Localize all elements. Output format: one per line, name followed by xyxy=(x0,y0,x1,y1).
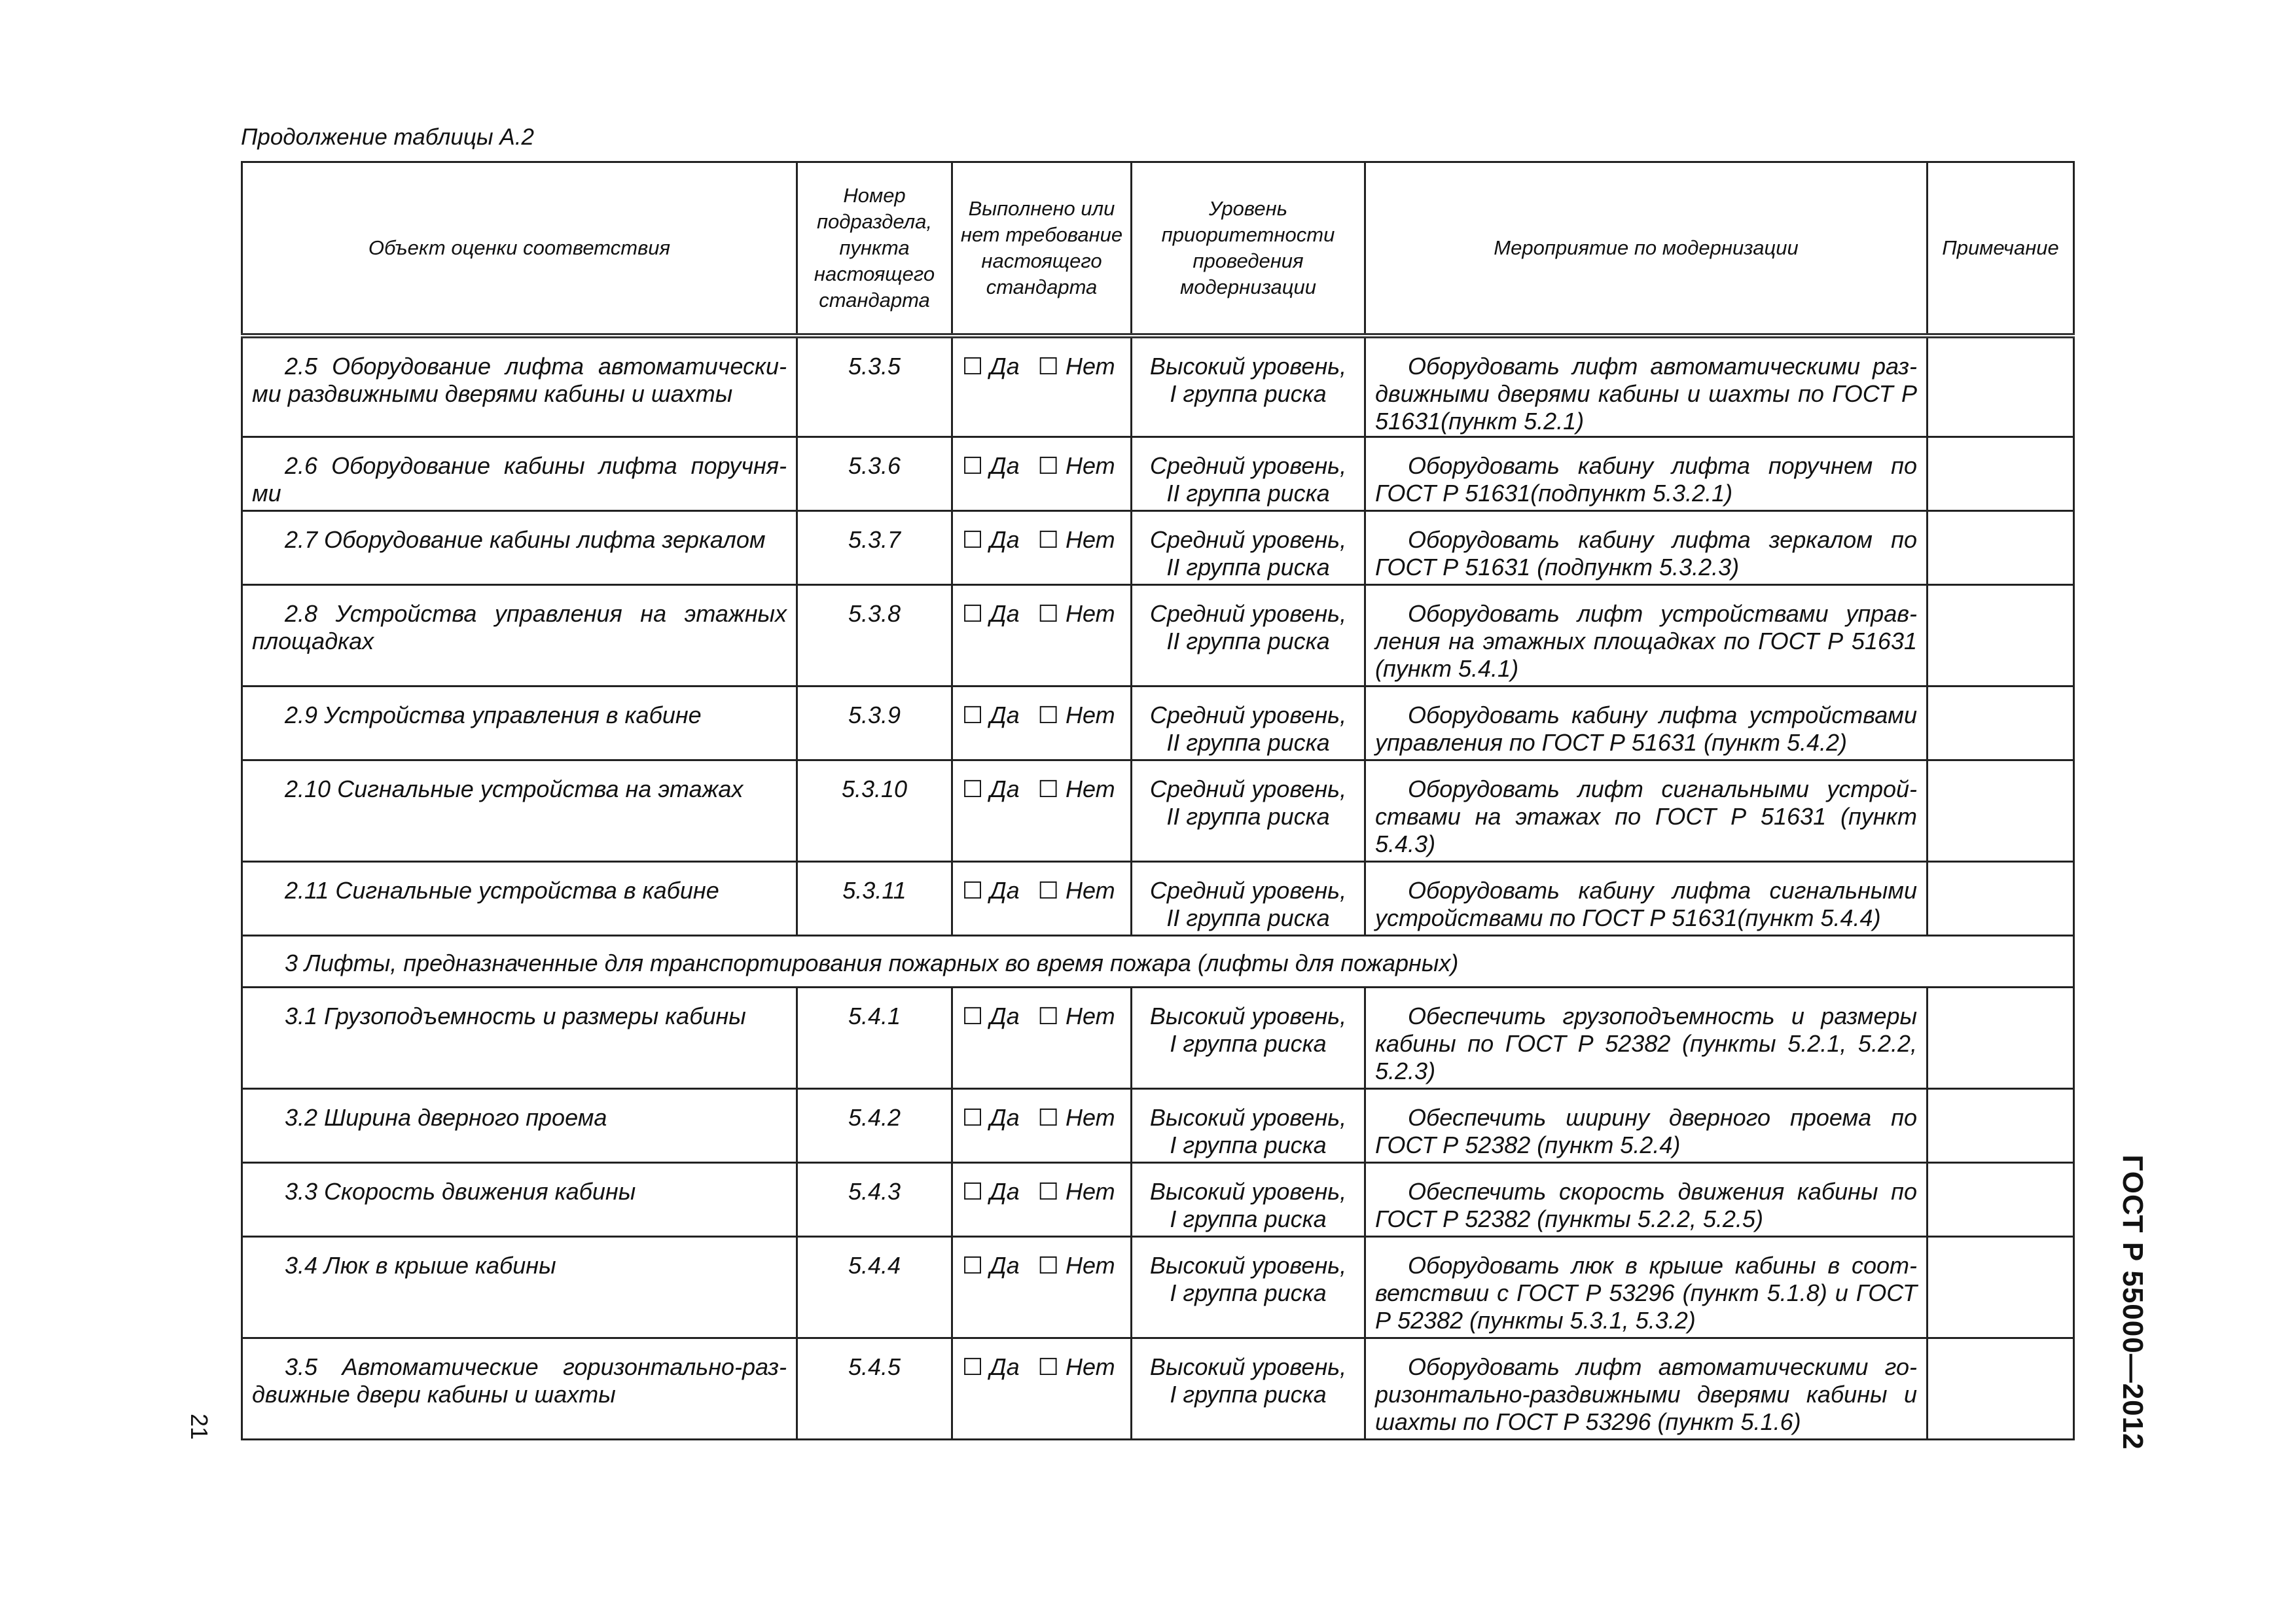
section-number-cell: 5.3.6 xyxy=(797,437,952,511)
checkbox-icon[interactable]: ☐ xyxy=(1037,1353,1059,1380)
no-label: Нет xyxy=(1065,877,1115,904)
no-option[interactable] xyxy=(1038,776,1115,802)
yes-label: Да xyxy=(990,352,1020,380)
fulfilled-cell xyxy=(952,1089,1132,1163)
yes-label: Да xyxy=(990,877,1020,904)
note-cell xyxy=(1928,862,2074,936)
measure-cell: Обеспечить грузоподъемность и размеры кабины по ГОСТ Р 52382 (пункты 5.2.1, 5.2.2, 5.2.3) xyxy=(1365,988,1928,1089)
no-label: Нет xyxy=(1065,452,1115,479)
section-number-cell: 5.3.9 xyxy=(797,687,952,760)
section-number-cell: 5.3.7 xyxy=(797,511,952,585)
section-number-cell: 5.3.8 xyxy=(797,585,952,687)
header-section-number: Номер подраздела, пункта настоящего стандарта xyxy=(797,162,952,336)
risk-group: I группа риска xyxy=(1170,1381,1327,1408)
risk-group: II группа риска xyxy=(1166,803,1330,830)
table-row xyxy=(242,760,2074,862)
measure-cell: Обеспечить ширину дверного проема по ГОСТ Р 52382 (пункт 5.2.4) xyxy=(1365,1089,1928,1163)
no-label: Нет xyxy=(1065,1104,1115,1131)
table-caption: Продолжение таблицы А.2 xyxy=(241,124,534,150)
priority-level: Средний уровень, xyxy=(1149,600,1347,627)
yes-label: Да xyxy=(990,1003,1020,1029)
no-label: Нет xyxy=(1065,702,1115,728)
priority-level: Средний уровень, xyxy=(1149,526,1347,553)
yes-label: Да xyxy=(990,1178,1020,1205)
priority-cell xyxy=(1132,511,1365,585)
risk-group: I группа риска xyxy=(1170,1205,1327,1232)
checkbox-icon[interactable]: ☐ xyxy=(962,1003,984,1029)
yes-option[interactable] xyxy=(962,526,1020,553)
yes-option[interactable] xyxy=(962,1178,1020,1205)
no-option[interactable] xyxy=(1038,1104,1115,1131)
modernization-table xyxy=(241,161,2075,1440)
checkbox-icon[interactable]: ☐ xyxy=(962,702,984,728)
measure-cell: Оборудовать лифт автоматическими раз-движными дверями кабины и шахты по ГОСТ Р 51631(пункт 5.2.1) xyxy=(1365,336,1928,437)
yes-label: Да xyxy=(990,600,1020,627)
risk-group: I группа риска xyxy=(1170,1132,1327,1158)
no-option[interactable] xyxy=(1038,1003,1115,1029)
table-row xyxy=(242,1089,2074,1163)
checkbox-icon[interactable]: ☐ xyxy=(962,1353,984,1380)
yes-option[interactable] xyxy=(962,1104,1020,1131)
priority-cell xyxy=(1132,687,1365,760)
header-fulfilled: Выполнено или нет требование настоящего стандарта xyxy=(952,162,1132,336)
fulfilled-cell xyxy=(952,988,1132,1089)
section-number-cell: 5.4.5 xyxy=(797,1338,952,1440)
checkbox-icon[interactable]: ☐ xyxy=(962,352,984,380)
header-measure: Мероприятие по модернизации xyxy=(1365,162,1928,336)
object-cell: 2.11 Сигнальные устройства в кабине xyxy=(242,862,797,936)
measure-cell: Оборудовать лифт автоматическими го-ризонтально-раздвижными дверями кабины и шахты по ГОСТ Р 53296 (пункт 5.1.6) xyxy=(1365,1338,1928,1440)
checkbox-icon[interactable]: ☐ xyxy=(1037,352,1059,380)
risk-group: I группа риска xyxy=(1170,380,1327,407)
priority-level: Средний уровень, xyxy=(1149,776,1347,802)
section-title: 3 Лифты, предназначенные для транспортирования пожарных во время пожара (лифты для пожарных) xyxy=(242,936,2074,988)
note-cell xyxy=(1928,1163,2074,1237)
no-label: Нет xyxy=(1065,352,1115,380)
object-cell: 3.4 Люк в крыше кабины xyxy=(242,1237,797,1338)
no-option[interactable] xyxy=(1038,526,1115,553)
yes-label: Да xyxy=(990,702,1020,728)
priority-level: Высокий уровень, xyxy=(1149,352,1347,380)
priority-cell xyxy=(1132,585,1365,687)
risk-group: II группа риска xyxy=(1166,628,1330,654)
object-cell: 2.7 Оборудование кабины лифта зеркалом xyxy=(242,511,797,585)
section-number-cell: 5.3.11 xyxy=(797,862,952,936)
checkbox-icon[interactable]: ☐ xyxy=(1037,1003,1059,1029)
object-cell: 3.3 Скорость движения кабины xyxy=(242,1163,797,1237)
object-cell: 2.9 Устройства управления в кабине xyxy=(242,687,797,760)
note-cell xyxy=(1928,336,2074,437)
fulfilled-cell xyxy=(952,862,1132,936)
priority-cell xyxy=(1132,1338,1365,1440)
measure-cell: Оборудовать кабину лифта устройствами управления по ГОСТ Р 51631 (пункт 5.4.2) xyxy=(1365,687,1928,760)
checkbox-icon[interactable]: ☐ xyxy=(962,526,984,553)
checkbox-icon[interactable]: ☐ xyxy=(1037,452,1059,479)
checkbox-icon[interactable]: ☐ xyxy=(1037,1178,1059,1205)
note-cell xyxy=(1928,437,2074,511)
no-option[interactable] xyxy=(1038,877,1115,904)
section-number-cell: 5.3.10 xyxy=(797,760,952,862)
priority-cell xyxy=(1132,1089,1365,1163)
section-number-cell: 5.4.3 xyxy=(797,1163,952,1237)
no-option[interactable] xyxy=(1038,1252,1115,1279)
fulfilled-cell xyxy=(952,336,1132,437)
priority-level: Высокий уровень, xyxy=(1149,1252,1347,1279)
checkbox-icon[interactable]: ☐ xyxy=(962,452,984,479)
fulfilled-cell xyxy=(952,511,1132,585)
yes-option[interactable] xyxy=(962,353,1020,380)
checkbox-icon[interactable]: ☐ xyxy=(1037,877,1059,904)
no-option[interactable] xyxy=(1038,702,1115,728)
yes-label: Да xyxy=(990,526,1020,553)
document-designation: ГОСТ Р 55000—2012 xyxy=(2117,1154,2149,1450)
fulfilled-cell xyxy=(952,437,1132,511)
risk-group: II группа риска xyxy=(1166,480,1330,507)
no-option[interactable] xyxy=(1038,452,1115,479)
table-row xyxy=(242,1237,2074,1338)
priority-level: Высокий уровень, xyxy=(1149,1353,1347,1380)
risk-group: II группа риска xyxy=(1166,729,1330,756)
risk-group: I группа риска xyxy=(1170,1279,1327,1306)
no-label: Нет xyxy=(1065,1003,1115,1029)
yes-option[interactable] xyxy=(962,877,1020,904)
no-label: Нет xyxy=(1065,526,1115,553)
priority-cell xyxy=(1132,1163,1365,1237)
object-cell: 3.2 Ширина дверного проема xyxy=(242,1089,797,1163)
header-note: Примечание xyxy=(1928,162,2074,336)
table-row xyxy=(242,585,2074,687)
table-row xyxy=(242,988,2074,1089)
yes-label: Да xyxy=(990,1252,1020,1279)
fulfilled-cell xyxy=(952,1163,1132,1237)
yes-label: Да xyxy=(990,776,1020,802)
object-cell: 2.10 Сигнальные устройства на этажах xyxy=(242,760,797,862)
fulfilled-cell xyxy=(952,1237,1132,1338)
table-row xyxy=(242,1163,2074,1237)
yes-option[interactable] xyxy=(962,452,1020,479)
fulfilled-cell xyxy=(952,585,1132,687)
yes-option[interactable] xyxy=(962,776,1020,802)
checkbox-icon[interactable]: ☐ xyxy=(962,1178,984,1205)
no-label: Нет xyxy=(1065,776,1115,802)
checkbox-icon[interactable]: ☐ xyxy=(1037,600,1059,627)
note-cell xyxy=(1928,1237,2074,1338)
no-label: Нет xyxy=(1065,1252,1115,1279)
table-row xyxy=(242,1338,2074,1440)
yes-option[interactable] xyxy=(962,1003,1020,1029)
section-number-cell: 5.4.4 xyxy=(797,1237,952,1338)
measure-cell: Обеспечить скорость движения кабины по ГОСТ Р 52382 (пункты 5.2.2, 5.2.5) xyxy=(1365,1163,1928,1237)
priority-cell xyxy=(1132,760,1365,862)
note-cell xyxy=(1928,1338,2074,1440)
measure-cell: Оборудовать кабину лифта сигнальными устройствами по ГОСТ Р 51631(пункт 5.4.4) xyxy=(1365,862,1928,936)
page-number: 21 xyxy=(186,1413,213,1440)
measure-cell: Оборудовать кабину лифта зеркалом по ГОСТ Р 51631 (подпункт 5.3.2.3) xyxy=(1365,511,1928,585)
note-cell xyxy=(1928,760,2074,862)
checkbox-icon[interactable]: ☐ xyxy=(962,1252,984,1279)
section-number-cell: 5.4.1 xyxy=(797,988,952,1089)
fulfilled-cell xyxy=(952,687,1132,760)
object-cell: 2.5 Оборудование лифта автоматически-ми раздвижными дверями кабины и шахты xyxy=(242,336,797,437)
note-cell xyxy=(1928,585,2074,687)
no-option[interactable] xyxy=(1038,1353,1115,1380)
note-cell xyxy=(1928,687,2074,760)
yes-option[interactable] xyxy=(962,1353,1020,1380)
priority-cell xyxy=(1132,336,1365,437)
table-row xyxy=(242,437,2074,511)
no-option[interactable] xyxy=(1038,1178,1115,1205)
checkbox-icon[interactable]: ☐ xyxy=(1037,1104,1059,1131)
priority-level: Средний уровень, xyxy=(1149,877,1347,904)
checkbox-icon[interactable]: ☐ xyxy=(962,1104,984,1131)
checkbox-icon[interactable]: ☐ xyxy=(962,877,984,904)
priority-level: Высокий уровень, xyxy=(1149,1104,1347,1131)
risk-group: I группа риска xyxy=(1170,1030,1327,1057)
yes-option[interactable] xyxy=(962,702,1020,728)
checkbox-icon[interactable]: ☐ xyxy=(1037,702,1059,728)
table-row xyxy=(242,511,2074,585)
no-label: Нет xyxy=(1065,600,1115,627)
table-row xyxy=(242,862,2074,936)
priority-level: Высокий уровень, xyxy=(1149,1178,1347,1205)
object-cell: 2.8 Устройства управления на этажных площадках xyxy=(242,585,797,687)
priority-cell xyxy=(1132,437,1365,511)
checkbox-icon[interactable]: ☐ xyxy=(962,600,984,627)
priority-level: Высокий уровень, xyxy=(1149,1003,1347,1029)
note-cell xyxy=(1928,511,2074,585)
table-header-row xyxy=(242,162,2074,336)
section-number-cell: 5.3.5 xyxy=(797,336,952,437)
measure-cell: Оборудовать лифт сигнальными устрой-ствами на этажах по ГОСТ Р 51631 (пункт 5.4.3) xyxy=(1365,760,1928,862)
risk-group: II группа риска xyxy=(1166,904,1330,931)
note-cell xyxy=(1928,988,2074,1089)
checkbox-icon[interactable]: ☐ xyxy=(1037,1252,1059,1279)
object-cell: 2.6 Оборудование кабины лифта поручня-ми xyxy=(242,437,797,511)
priority-cell xyxy=(1132,988,1365,1089)
header-object: Объект оценки соответствия xyxy=(242,162,797,336)
risk-group: II группа риска xyxy=(1166,554,1330,580)
yes-label: Да xyxy=(990,1104,1020,1131)
measure-cell: Оборудовать люк в крыше кабины в соот-ветствии с ГОСТ Р 53296 (пункт 5.1.8) и ГОСТ Р 52382 (пункты 5.3.1, 5.3.2) xyxy=(1365,1237,1928,1338)
priority-cell xyxy=(1132,1237,1365,1338)
yes-option[interactable] xyxy=(962,1252,1020,1279)
priority-level: Средний уровень, xyxy=(1149,702,1347,728)
object-cell: 3.1 Грузоподъемность и размеры кабины xyxy=(242,988,797,1089)
no-label: Нет xyxy=(1065,1353,1115,1380)
object-cell: 3.5 Автоматические горизонтально-раз-движные двери кабины и шахты xyxy=(242,1338,797,1440)
measure-cell: Оборудовать лифт устройствами управ-ления на этажных площадках по ГОСТ Р 51631 (пункт 5.4.1) xyxy=(1365,585,1928,687)
yes-option[interactable] xyxy=(962,600,1020,627)
yes-label: Да xyxy=(990,1353,1020,1380)
no-option[interactable] xyxy=(1038,600,1115,627)
priority-cell xyxy=(1132,862,1365,936)
section-row xyxy=(242,936,2074,988)
checkbox-icon[interactable]: ☐ xyxy=(1037,526,1059,553)
yes-label: Да xyxy=(990,452,1020,479)
priority-level: Средний уровень, xyxy=(1149,452,1347,479)
no-option[interactable] xyxy=(1038,353,1115,380)
no-label: Нет xyxy=(1065,1178,1115,1205)
note-cell xyxy=(1928,1089,2074,1163)
table-row xyxy=(242,336,2074,437)
checkbox-icon[interactable]: ☐ xyxy=(962,776,984,802)
section-number-cell: 5.4.2 xyxy=(797,1089,952,1163)
checkbox-icon[interactable]: ☐ xyxy=(1037,776,1059,802)
fulfilled-cell xyxy=(952,760,1132,862)
header-priority: Уровень приоритетности проведения модернизации xyxy=(1132,162,1365,336)
table-row xyxy=(242,687,2074,760)
measure-cell: Оборудовать кабину лифта поручнем по ГОСТ Р 51631(подпункт 5.3.2.1) xyxy=(1365,437,1928,511)
fulfilled-cell xyxy=(952,1338,1132,1440)
